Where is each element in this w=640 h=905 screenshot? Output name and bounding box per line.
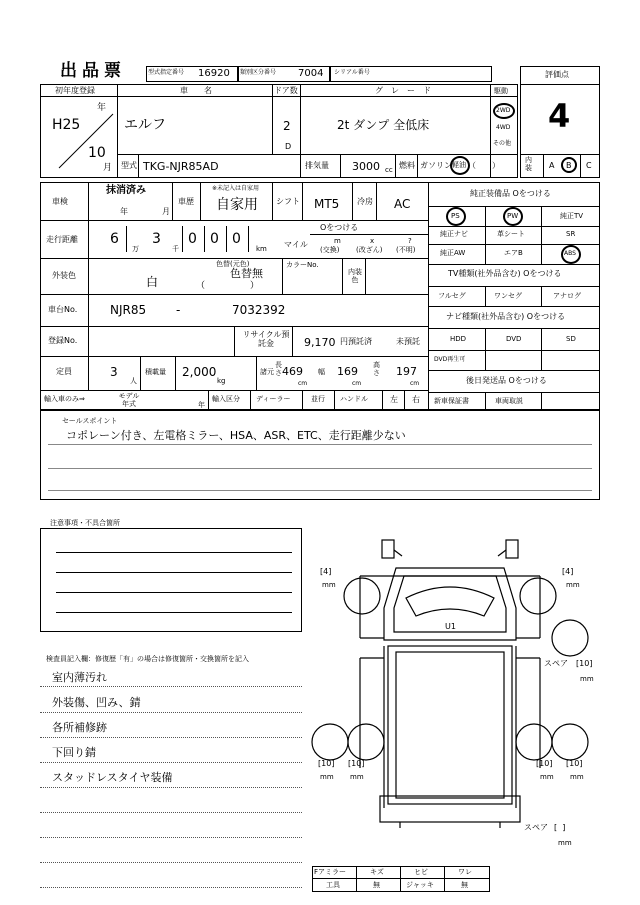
drive-label: 駆動 xyxy=(494,87,508,95)
inspector-lines xyxy=(40,664,302,894)
interior-color-label: 内装色 xyxy=(348,268,362,285)
handle-label: ハンドル xyxy=(340,395,368,403)
height-label: 高さ xyxy=(373,361,380,377)
color-change-value: 色替無 xyxy=(230,267,263,280)
fuel-label: 燃料 xyxy=(399,161,415,170)
equipment-title: 純正装備品 Oをつける xyxy=(470,189,551,198)
tire-unit: mm xyxy=(566,581,580,589)
exterior-label: 外装色 xyxy=(52,271,76,280)
fuel-diesel: 軽油 xyxy=(452,161,466,169)
note-line: スタッドレスタイヤ装備 xyxy=(52,771,173,784)
equip-pw: PW xyxy=(507,212,519,220)
rear-right-inner-tire: [10] xyxy=(536,759,553,768)
dealer-option: ディーラー xyxy=(256,395,291,403)
note-line: 室内薄汚れ xyxy=(52,671,107,684)
displacement-unit: cc xyxy=(385,166,393,174)
navi-hdd: HDD xyxy=(450,335,467,343)
equip-airbag: エアB xyxy=(504,249,523,257)
width-label: 幅 xyxy=(318,368,325,376)
tv-oneseg: ワンセグ xyxy=(494,292,522,300)
navi-dvd: DVD xyxy=(506,335,522,343)
note-line: 外装傷、凹み、錆 xyxy=(52,696,141,709)
spare-label: スペア xyxy=(524,823,548,832)
equip-tv: 純正TV xyxy=(560,212,584,220)
import-year-unit: 年 xyxy=(198,401,205,409)
length-value: 469 xyxy=(282,365,303,378)
parallel-option: 並行 xyxy=(311,395,325,403)
sales-point-box xyxy=(40,410,600,500)
capacity-unit: 人 xyxy=(130,377,137,385)
first-reg-label: 初年度登録 xyxy=(55,86,95,95)
score-value: 4 xyxy=(548,97,571,135)
length-unit: cm xyxy=(298,380,308,387)
tools-value: ジャッキ xyxy=(406,881,434,889)
spare-top-tire: [10] xyxy=(576,659,593,668)
displacement-label: 排気量 xyxy=(305,161,329,170)
navi-sd: SD xyxy=(566,335,576,343)
tools-header: キズ xyxy=(370,868,384,876)
model-value: TKG-NJR85AD xyxy=(143,160,219,173)
meter-x: x xyxy=(370,237,375,245)
mileage-digit: 0 xyxy=(188,231,197,247)
chassis-no: 7032392 xyxy=(232,303,286,317)
color-no-label: カラーNo. xyxy=(286,261,319,269)
later-warranty: 新車保証書 xyxy=(434,397,469,405)
fuel-paren: （ ） xyxy=(468,161,500,170)
tire-unit: mm xyxy=(540,773,554,781)
import-type-label: 輸入区分 xyxy=(212,395,240,403)
interior-label: 内装 xyxy=(525,156,532,172)
form-title: 出品票 xyxy=(60,61,126,81)
handle-left: 左 xyxy=(390,395,398,404)
drive-other: その他 xyxy=(493,140,512,147)
fuel-gasoline: ガソリン xyxy=(420,161,452,170)
tv-analog: アナログ xyxy=(553,292,581,300)
height-value: 197 xyxy=(396,365,417,378)
dims-label: 諸元 xyxy=(260,368,274,376)
chassis-prefix: NJR85 xyxy=(110,303,147,317)
dvd-playback: DVD再生可 xyxy=(434,356,466,363)
inspector-label: 検査員記入欄：修復歴「有」の場合は修復箇所・交換箇所を記入 xyxy=(46,655,249,663)
meter-m: m xyxy=(334,237,341,245)
mileage-digit: 0 xyxy=(210,231,219,247)
tools-header: ワレ xyxy=(458,868,472,876)
mileage-unit-sen: 千 xyxy=(172,245,179,253)
width-unit: cm xyxy=(352,380,362,387)
shaken-label: 車検 xyxy=(52,197,68,206)
circle-label: Oをつける xyxy=(320,223,359,232)
equip-sr: SR xyxy=(566,230,576,238)
doors-value: 2 xyxy=(283,119,291,133)
equip-navi: 純正ナビ xyxy=(440,230,468,238)
score-label: 評価点 xyxy=(545,70,569,79)
history-value: 自家用 xyxy=(216,197,258,213)
notes-box xyxy=(40,528,302,632)
mileage-digit: 6 xyxy=(110,231,119,247)
tv-fullseg: フルセグ xyxy=(438,292,466,300)
meter-unknown: (不明) xyxy=(396,246,416,254)
shift-label: シフト xyxy=(276,197,300,206)
mile-label: マイル xyxy=(284,240,308,249)
approval-no: 16920 xyxy=(198,68,230,79)
year-unit: 年 xyxy=(97,103,107,113)
recycle-value: 9,170 xyxy=(304,336,336,349)
history-note: ※未記入は自家用 xyxy=(212,185,260,192)
height-unit: cm xyxy=(410,380,420,387)
tv-title: TV種類(社外品含む) Oをつける xyxy=(448,269,562,278)
rear-right-outer-tire: [10] xyxy=(566,759,583,768)
history-label: 車歴 xyxy=(178,197,194,206)
displacement-value: 3000 xyxy=(352,160,380,173)
later-manual: 車両取説 xyxy=(495,397,523,405)
first-reg-month: 10 xyxy=(88,145,106,161)
later-title: 後日発送品 Oをつける xyxy=(466,376,547,385)
month-unit: 月 xyxy=(103,163,113,173)
width-value: 169 xyxy=(337,365,358,378)
recycle-unit: 円預託済 xyxy=(340,337,372,346)
meter-exchange: (交換) xyxy=(320,246,340,254)
equip-leather: 革シート xyxy=(497,230,525,238)
tools-value: 無 xyxy=(461,881,468,889)
equip-ps: PS xyxy=(451,212,460,220)
load-value: 2,000 xyxy=(182,365,217,379)
drive-4wd: 4WD xyxy=(496,124,511,131)
capacity-value: 3 xyxy=(110,365,118,379)
grade-value: 2t ダンプ 全低床 xyxy=(337,118,430,132)
equip-aw: 純正AW xyxy=(440,249,466,257)
rear-left-inner-tire: [10] xyxy=(348,759,365,768)
tools-header: Fアミラー xyxy=(314,868,347,876)
model-label: 型式 xyxy=(121,161,137,170)
rear-left-outer-tire: [10] xyxy=(318,759,335,768)
load-label: 積載量 xyxy=(145,368,166,376)
drive-2wd: 2WD xyxy=(496,107,511,114)
spare-bottom-tire: [ ] xyxy=(554,823,566,832)
car-name-label: 車 名 xyxy=(180,86,212,95)
sales-point-text: コポレーン付き、左電格ミラー、HSA、ASR、ETC、走行距離少ない xyxy=(66,429,406,442)
tools-value: 無 xyxy=(373,881,380,889)
reg-no-label: 登録No. xyxy=(48,336,78,345)
door-suffix: D xyxy=(285,142,292,151)
sales-point-label: セールスポイント xyxy=(62,417,118,425)
category-no-label: 類別区分番号 xyxy=(240,69,277,76)
chassis-dash: - xyxy=(176,303,181,317)
navi-title: ナビ種類(社外品含む) Oをつける xyxy=(446,312,566,321)
serial-label: シリアル番号 xyxy=(334,69,370,76)
aircon-label: 冷房 xyxy=(357,197,373,206)
front-left-tire: [4] xyxy=(320,567,332,576)
cab-mark: U1 xyxy=(445,622,456,631)
shaken-value: 抹消済み xyxy=(106,185,146,196)
recycle-unpaid: 未預託 xyxy=(396,337,420,346)
meter-tampered: (改ざん) xyxy=(356,246,383,254)
shift-value: MT5 xyxy=(314,197,340,211)
interior-c: C xyxy=(586,161,592,170)
meter-q: ? xyxy=(408,237,412,245)
first-reg-year: H25 xyxy=(52,117,81,133)
equip-abs: ABS xyxy=(564,250,576,257)
tire-unit: mm xyxy=(570,773,584,781)
color-change-label: 色替(元色) xyxy=(216,260,250,268)
shaken-year: 年 xyxy=(120,207,128,216)
import-label: 輸入車のみ⇒ xyxy=(44,395,85,403)
mileage-unit-man: 万 xyxy=(132,245,139,253)
mileage-label: 走行距離 xyxy=(46,235,78,244)
handle-right: 右 xyxy=(412,395,420,404)
exterior-value: 白 xyxy=(146,275,159,289)
tire-unit: mm xyxy=(350,773,364,781)
length-label: 長さ xyxy=(275,361,282,377)
chassis-label: 車台No. xyxy=(48,305,78,314)
mileage-digit: 0 xyxy=(232,231,241,247)
model-year-label: モデル年式 xyxy=(118,392,140,408)
tire-unit: mm xyxy=(558,839,572,847)
interior-a: A xyxy=(549,161,555,170)
notes-box-label: 注意事項・不具合箇所 xyxy=(50,519,120,527)
note-line: 下回り錆 xyxy=(52,746,96,759)
grade-label: グ レ ー ド xyxy=(375,86,431,95)
interior-b: B xyxy=(566,161,572,170)
car-name: エルフ xyxy=(124,117,166,133)
aircon-value: AC xyxy=(394,197,411,211)
recycle-label: リサイクル預託金 xyxy=(242,330,290,348)
tire-unit: mm xyxy=(320,773,334,781)
doors-label: ドア数 xyxy=(274,86,298,95)
capacity-label: 定員 xyxy=(56,367,72,376)
approval-no-label: 型式指定番号 xyxy=(148,69,185,76)
note-line: 各所補修跡 xyxy=(52,721,107,734)
front-right-tire: [4] xyxy=(562,567,574,576)
category-no: 7004 xyxy=(298,68,324,79)
load-unit: kg xyxy=(217,377,226,385)
truck-diagram xyxy=(300,528,600,858)
tools-label: 工具 xyxy=(326,881,340,889)
tools-header: ヒビ xyxy=(414,868,428,876)
mileage-digit: 3 xyxy=(152,231,161,247)
tire-unit: mm xyxy=(322,581,336,589)
tire-unit: mm xyxy=(580,675,594,683)
shaken-month: 月 xyxy=(162,207,170,216)
spare-label: スペア xyxy=(544,659,568,668)
mileage-unit-km: km xyxy=(256,245,267,253)
color-paren: （ ） xyxy=(196,281,260,291)
